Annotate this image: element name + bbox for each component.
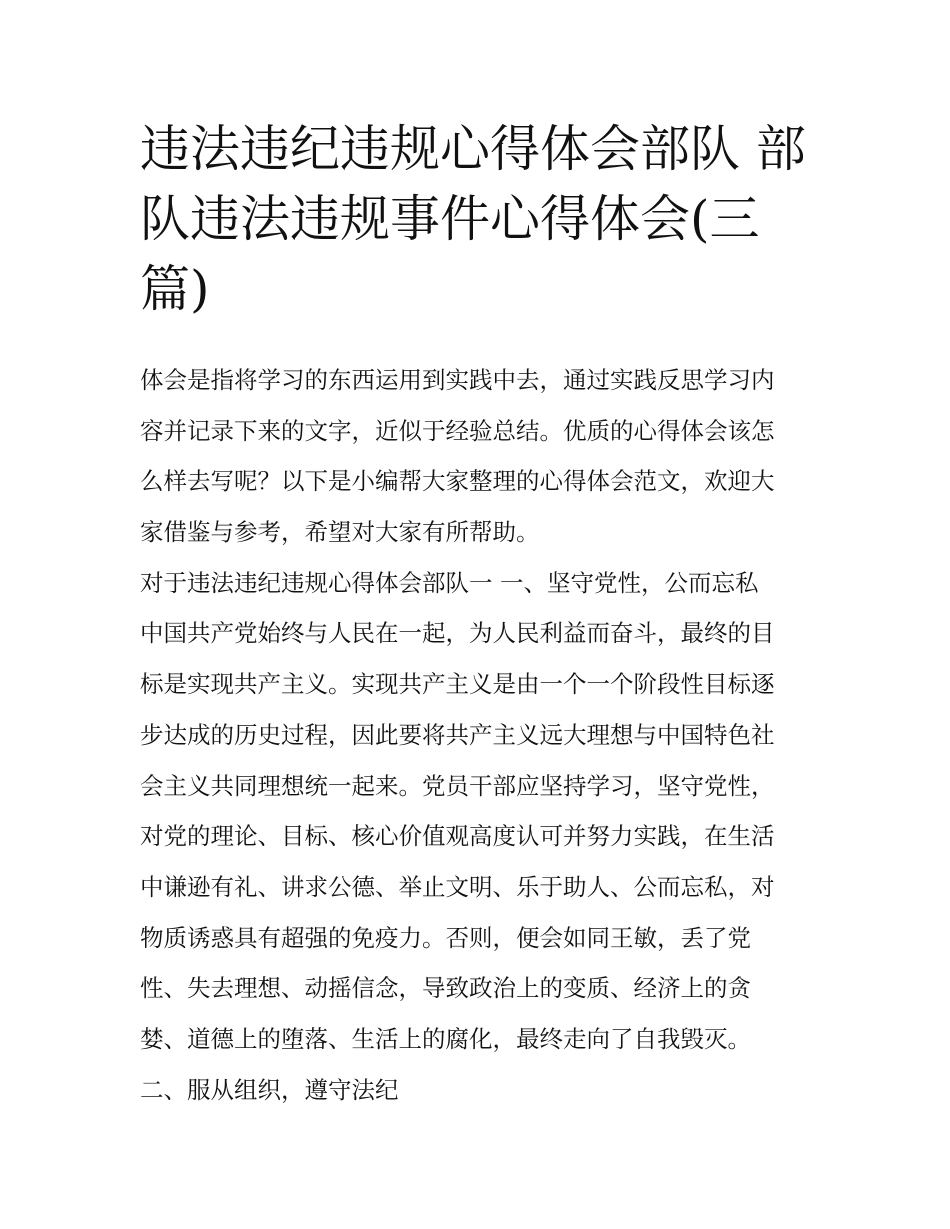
body-line: 步达成的历史过程，因此要将共产主义远大理想与中国特色社	[140, 720, 775, 749]
body-line: 体会是指将学习的东西运用到实践中去，通过实践反思学习内	[140, 366, 775, 394]
body-line: 标是实现共产主义。实现共产主义是由一个一个阶段性目标逐	[140, 670, 775, 699]
document-title	[140, 114, 820, 324]
body-line: 二、服从组织，遵守法纪	[140, 1075, 399, 1104]
title-line: 队违法违规事件心得体会(三	[140, 190, 760, 248]
body-line: 婪、道德上的堕落、生活上的腐化，最终走向了自我毁灭。	[140, 1024, 751, 1053]
body-line: 对党的理论、目标、核心价值观高度认可并努力实践，在生活	[140, 822, 775, 851]
title-line: 篇)	[140, 260, 210, 318]
body-line: 性、失去理想、动摇信念，导致政治上的变质、经济上的贪	[140, 974, 751, 1003]
body-line: 物质诱惑具有超强的免疫力。否则，便会如同王敏，丢了党	[140, 923, 751, 952]
document-body	[140, 355, 830, 1115]
body-line: 中国共产党始终与人民在一起，为人民利益而奋斗，最终的目	[140, 619, 775, 648]
body-line: 家借鉴与参考，希望对大家有所帮助。	[140, 518, 540, 547]
body-line: 容并记录下来的文字，近似于经验总结。优质的心得体会该怎	[140, 416, 775, 445]
title-line: 违法违纪违规心得体会部队 部	[140, 120, 806, 178]
body-line: 中谦逊有礼、讲求公德、举止文明、乐于助人、公而忘私，对	[140, 872, 775, 901]
body-line: 么样去写呢？以下是小编帮大家整理的心得体会范文，欢迎大	[140, 467, 775, 496]
body-line: 会主义共同理想统一起来。党员干部应坚持学习，坚守党性，	[140, 771, 775, 800]
body-line: 对于违法违纪违规心得体会部队一 一、坚守党性，公而忘私	[140, 568, 759, 597]
